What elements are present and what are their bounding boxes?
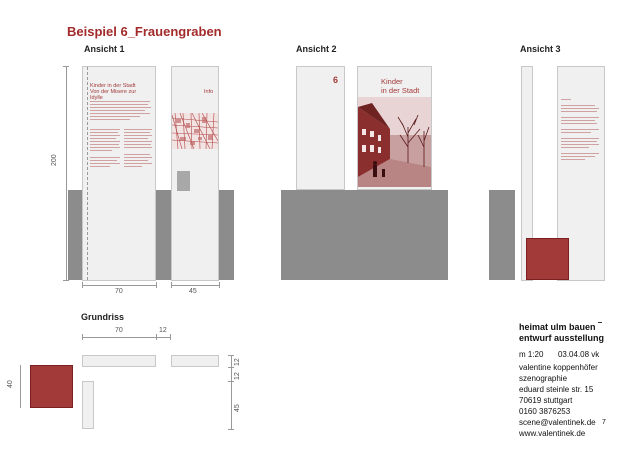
grundriss-label: Grundriss (81, 312, 125, 322)
view-label-3: Ansicht 3 (520, 44, 561, 54)
plan-maroon-block (30, 365, 73, 408)
panel-number: 6 (333, 75, 339, 85)
dimension-tick (63, 280, 69, 281)
display-panel-2a (296, 66, 345, 190)
phone-number: 0160 3876253 (519, 407, 571, 416)
panel-1-text-block (90, 101, 154, 122)
display-panel-1b (171, 66, 219, 281)
plan-dimension-45: 45 (234, 404, 241, 412)
display-panel-2b (357, 66, 432, 190)
email-link[interactable]: scene@valentinek.de (519, 418, 596, 427)
height-dimension-line (66, 66, 67, 280)
view-label-2: Ansicht 2 (296, 44, 337, 54)
panel-1-heading: Kinder in der Stadt Von der Misere zur Idylle (90, 83, 137, 101)
panel-1b-info: Info (204, 89, 214, 95)
plan-panel-1 (82, 355, 156, 367)
wall-block (489, 190, 515, 280)
width-dimension-label-45: 45 (189, 288, 197, 295)
plan-dimension-70: 70 (115, 327, 123, 334)
plan-dimension-12-right-2: 12 (234, 372, 241, 380)
panel-2-heading: Kinder in der Stadt (381, 77, 420, 95)
info-block (519, 322, 631, 439)
project-subtitle: entwurf ausstellung (519, 333, 605, 343)
plan-dimension-40: 40 (7, 380, 14, 388)
maroon-block (526, 238, 569, 280)
panel-guide-line (87, 67, 88, 280)
plan-dimension-line (20, 365, 21, 408)
date-text: 03.04.08 vk (557, 350, 600, 359)
plan-panel-1b (171, 355, 219, 367)
scale-date-row (519, 349, 631, 360)
address-city: 70619 stuttgart (519, 396, 573, 405)
panel-1-column-left (90, 129, 122, 169)
width-dimension-line (171, 285, 219, 286)
plan-panel-side (82, 381, 94, 429)
plan-dimension-12-right: 12 (234, 358, 241, 366)
website-link[interactable]: www.valentinek.de (519, 429, 586, 438)
panel-1-column-right (124, 129, 154, 169)
display-panel-1 (82, 66, 156, 281)
info-marker (598, 322, 602, 323)
width-dimension-label-70: 70 (115, 288, 123, 295)
plan-dimension-line (82, 337, 156, 338)
project-title: heimat ulm bauen (519, 322, 596, 332)
dimension-tick (63, 66, 69, 67)
plan-dimension-12: 12 (159, 327, 167, 334)
wall-block (281, 190, 448, 280)
plan-dimension-line (156, 337, 170, 338)
panel-3-text-block (561, 99, 603, 162)
height-dimension-label: 200 (51, 154, 58, 166)
scale-text: m 1:20 (519, 350, 544, 359)
address-street: eduard steinle str. 15 (519, 385, 594, 394)
email-row (519, 417, 631, 428)
author-role: szenographie (519, 374, 568, 383)
street-photo (358, 97, 431, 187)
grey-placeholder-image (177, 171, 190, 191)
view-label-1: Ansicht 1 (84, 44, 125, 54)
page-title: Beispiel 6_Frauengraben (67, 24, 222, 39)
city-map-image (172, 113, 218, 149)
page-number: 7 (602, 419, 606, 426)
author-name: valentine koppenhöfer (519, 363, 598, 372)
width-dimension-line (82, 285, 156, 286)
